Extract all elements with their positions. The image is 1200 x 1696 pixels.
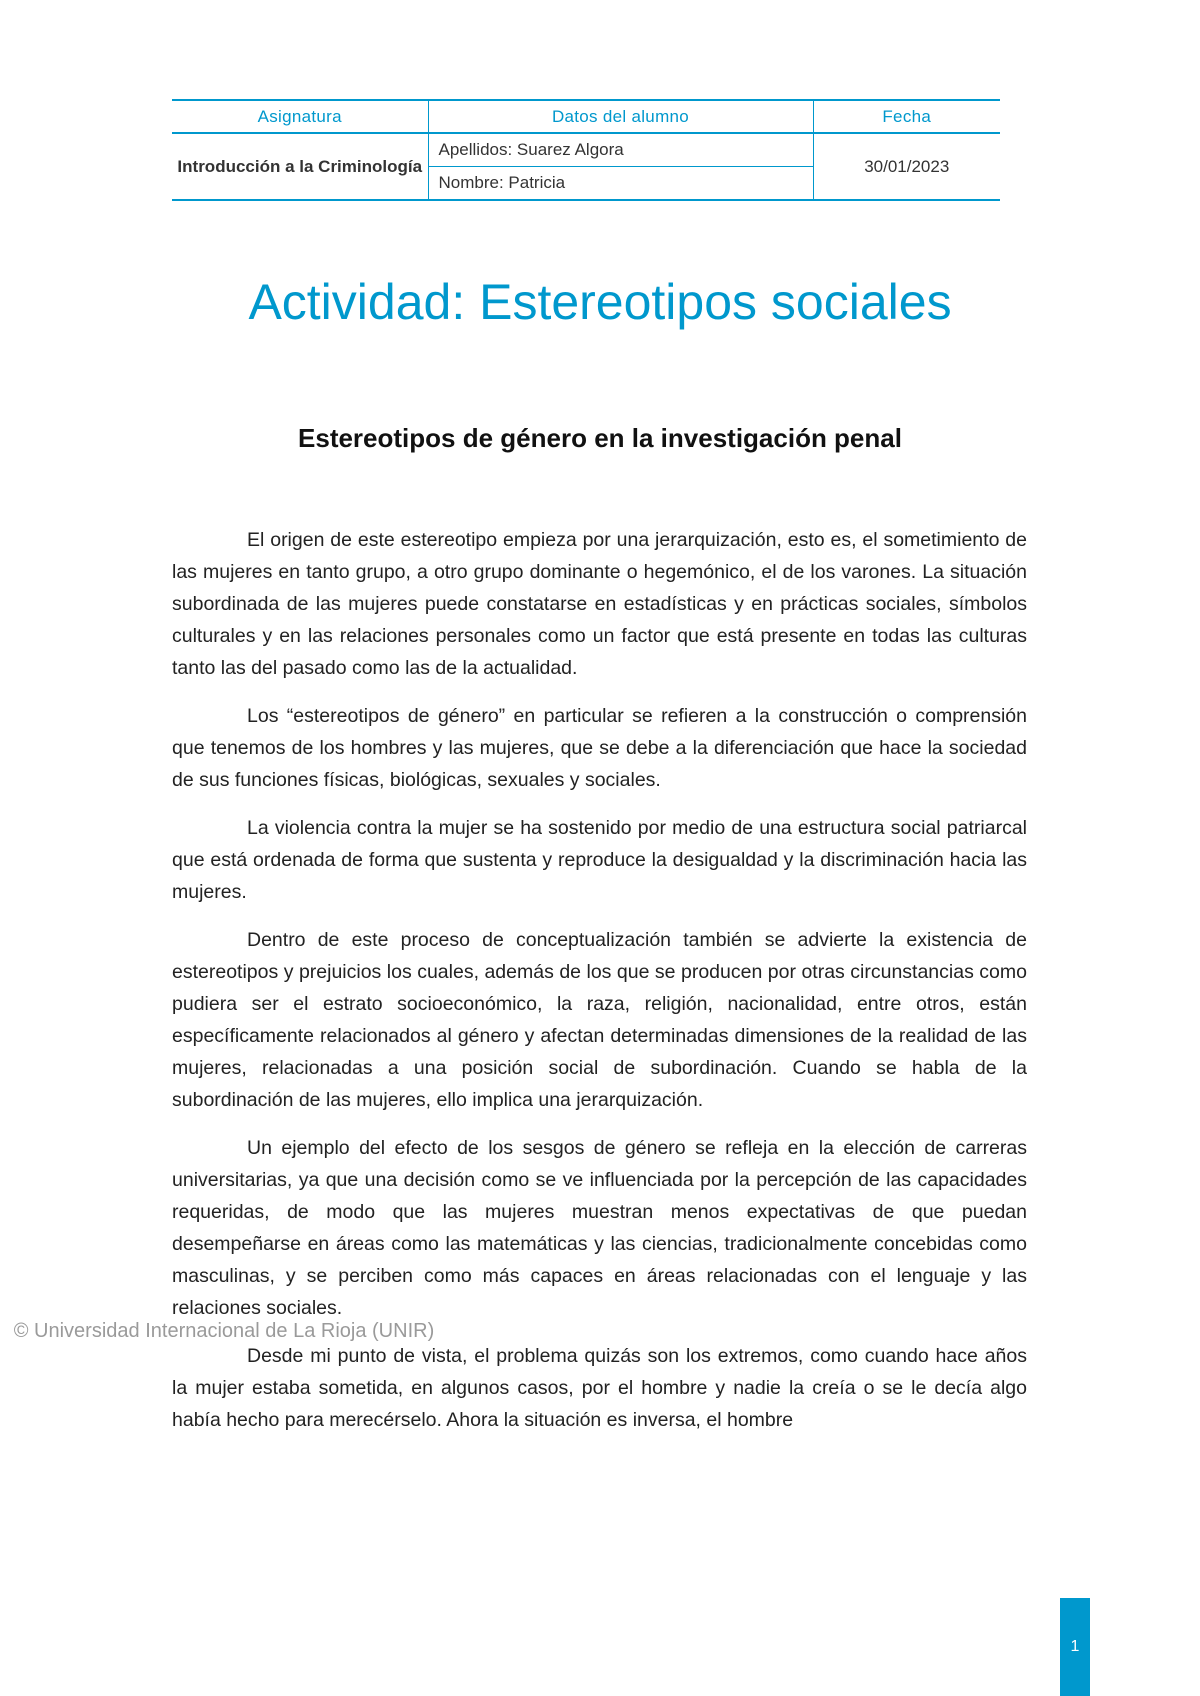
document-title: Actividad: Estereotipos sociales (248, 274, 952, 330)
header-values-row (172, 133, 1000, 167)
copyright-watermark: © Universidad Internacional de La Rioja (UNIR) (13, 1320, 435, 1342)
subject-value: Introducción a la Criminología (172, 133, 428, 200)
date-label: Fecha (813, 100, 1000, 133)
paragraph: El origen de este estereotipo empieza por una jerarquización, esto es, el sometimiento de las mujeres en tanto grupo, a otro grupo dominante o hegemónico, el de los varones. La situación subordinada de las mujeres puede constatarse en estadísticas y en prácticas sociales, símbolos culturales y en las relaciones personales como un factor que está presente en todas las culturas tanto las del pasado como las de la actualidad. (172, 529, 1027, 679)
page-number: 1 (1060, 1598, 1090, 1696)
date-value: 30/01/2023 (813, 133, 1000, 200)
paragraph: Los “estereotipos de género” en particular se refieren a la construcción o comprensión que tenemos de los hombres y las mujeres, que se debe a la diferenciación que hace la sociedad de sus funciones físicas, biológicas, sexuales y sociales. (172, 705, 1027, 791)
paragraph: Desde mi punto de vista, el problema quizás son los extremos, como cuando hace años la mujer estaba sometida, en algunos casos, por el hombre y nadie la creía o se le decía algo había hecho para merecérselo. Ahora la situación es inversa, el hombre (172, 1345, 1027, 1431)
header-table (172, 99, 1000, 201)
surname-value: Apellidos: Suarez Algora (428, 133, 813, 167)
paragraph: La violencia contra la mujer se ha sostenido por medio de una estructura social patriarcal que está ordenada de forma que sustenta y reproduce la desigualdad y la discriminación hacia las mujeres. (172, 817, 1027, 903)
document-subtitle: Estereotipos de género en la investigación penal (298, 423, 902, 453)
paragraph: Dentro de este proceso de conceptualización también se advierte la existencia de estereotipos y prejuicios los cuales, además de los que se producen por otras circunstancias como pudiera ser el estrato socioeconómico, la raza, religión, nacionalidad, entre otros, están específicamente relacionados al género y afectan determinadas dimensiones de la realidad de las mujeres, relacionadas a una posición social de subordinación. Cuando se habla de la subordinación de las mujeres, ello implica una jerarquización. (172, 929, 1027, 1111)
subject-label: Asignatura (172, 100, 428, 133)
paragraph: Un ejemplo del efecto de los sesgos de género se refleja en la elección de carreras universitarias, ya que una decisión como se ve influenciada por la percepción de las capacidades requeridas, de modo que las mujeres muestran menos expectativas de que puedan desempeñarse en áreas como las matemáticas y las ciencias, tradicionalmente concebidas como masculinas, y se perciben como más capaces en áreas relacionadas con el lenguaje y las relaciones sociales. (172, 1137, 1027, 1319)
document-body (172, 524, 1027, 1452)
header-labels-row (172, 100, 1000, 133)
name-value: Nombre: Patricia (428, 167, 813, 201)
student-data-label: Datos del alumno (428, 100, 813, 133)
